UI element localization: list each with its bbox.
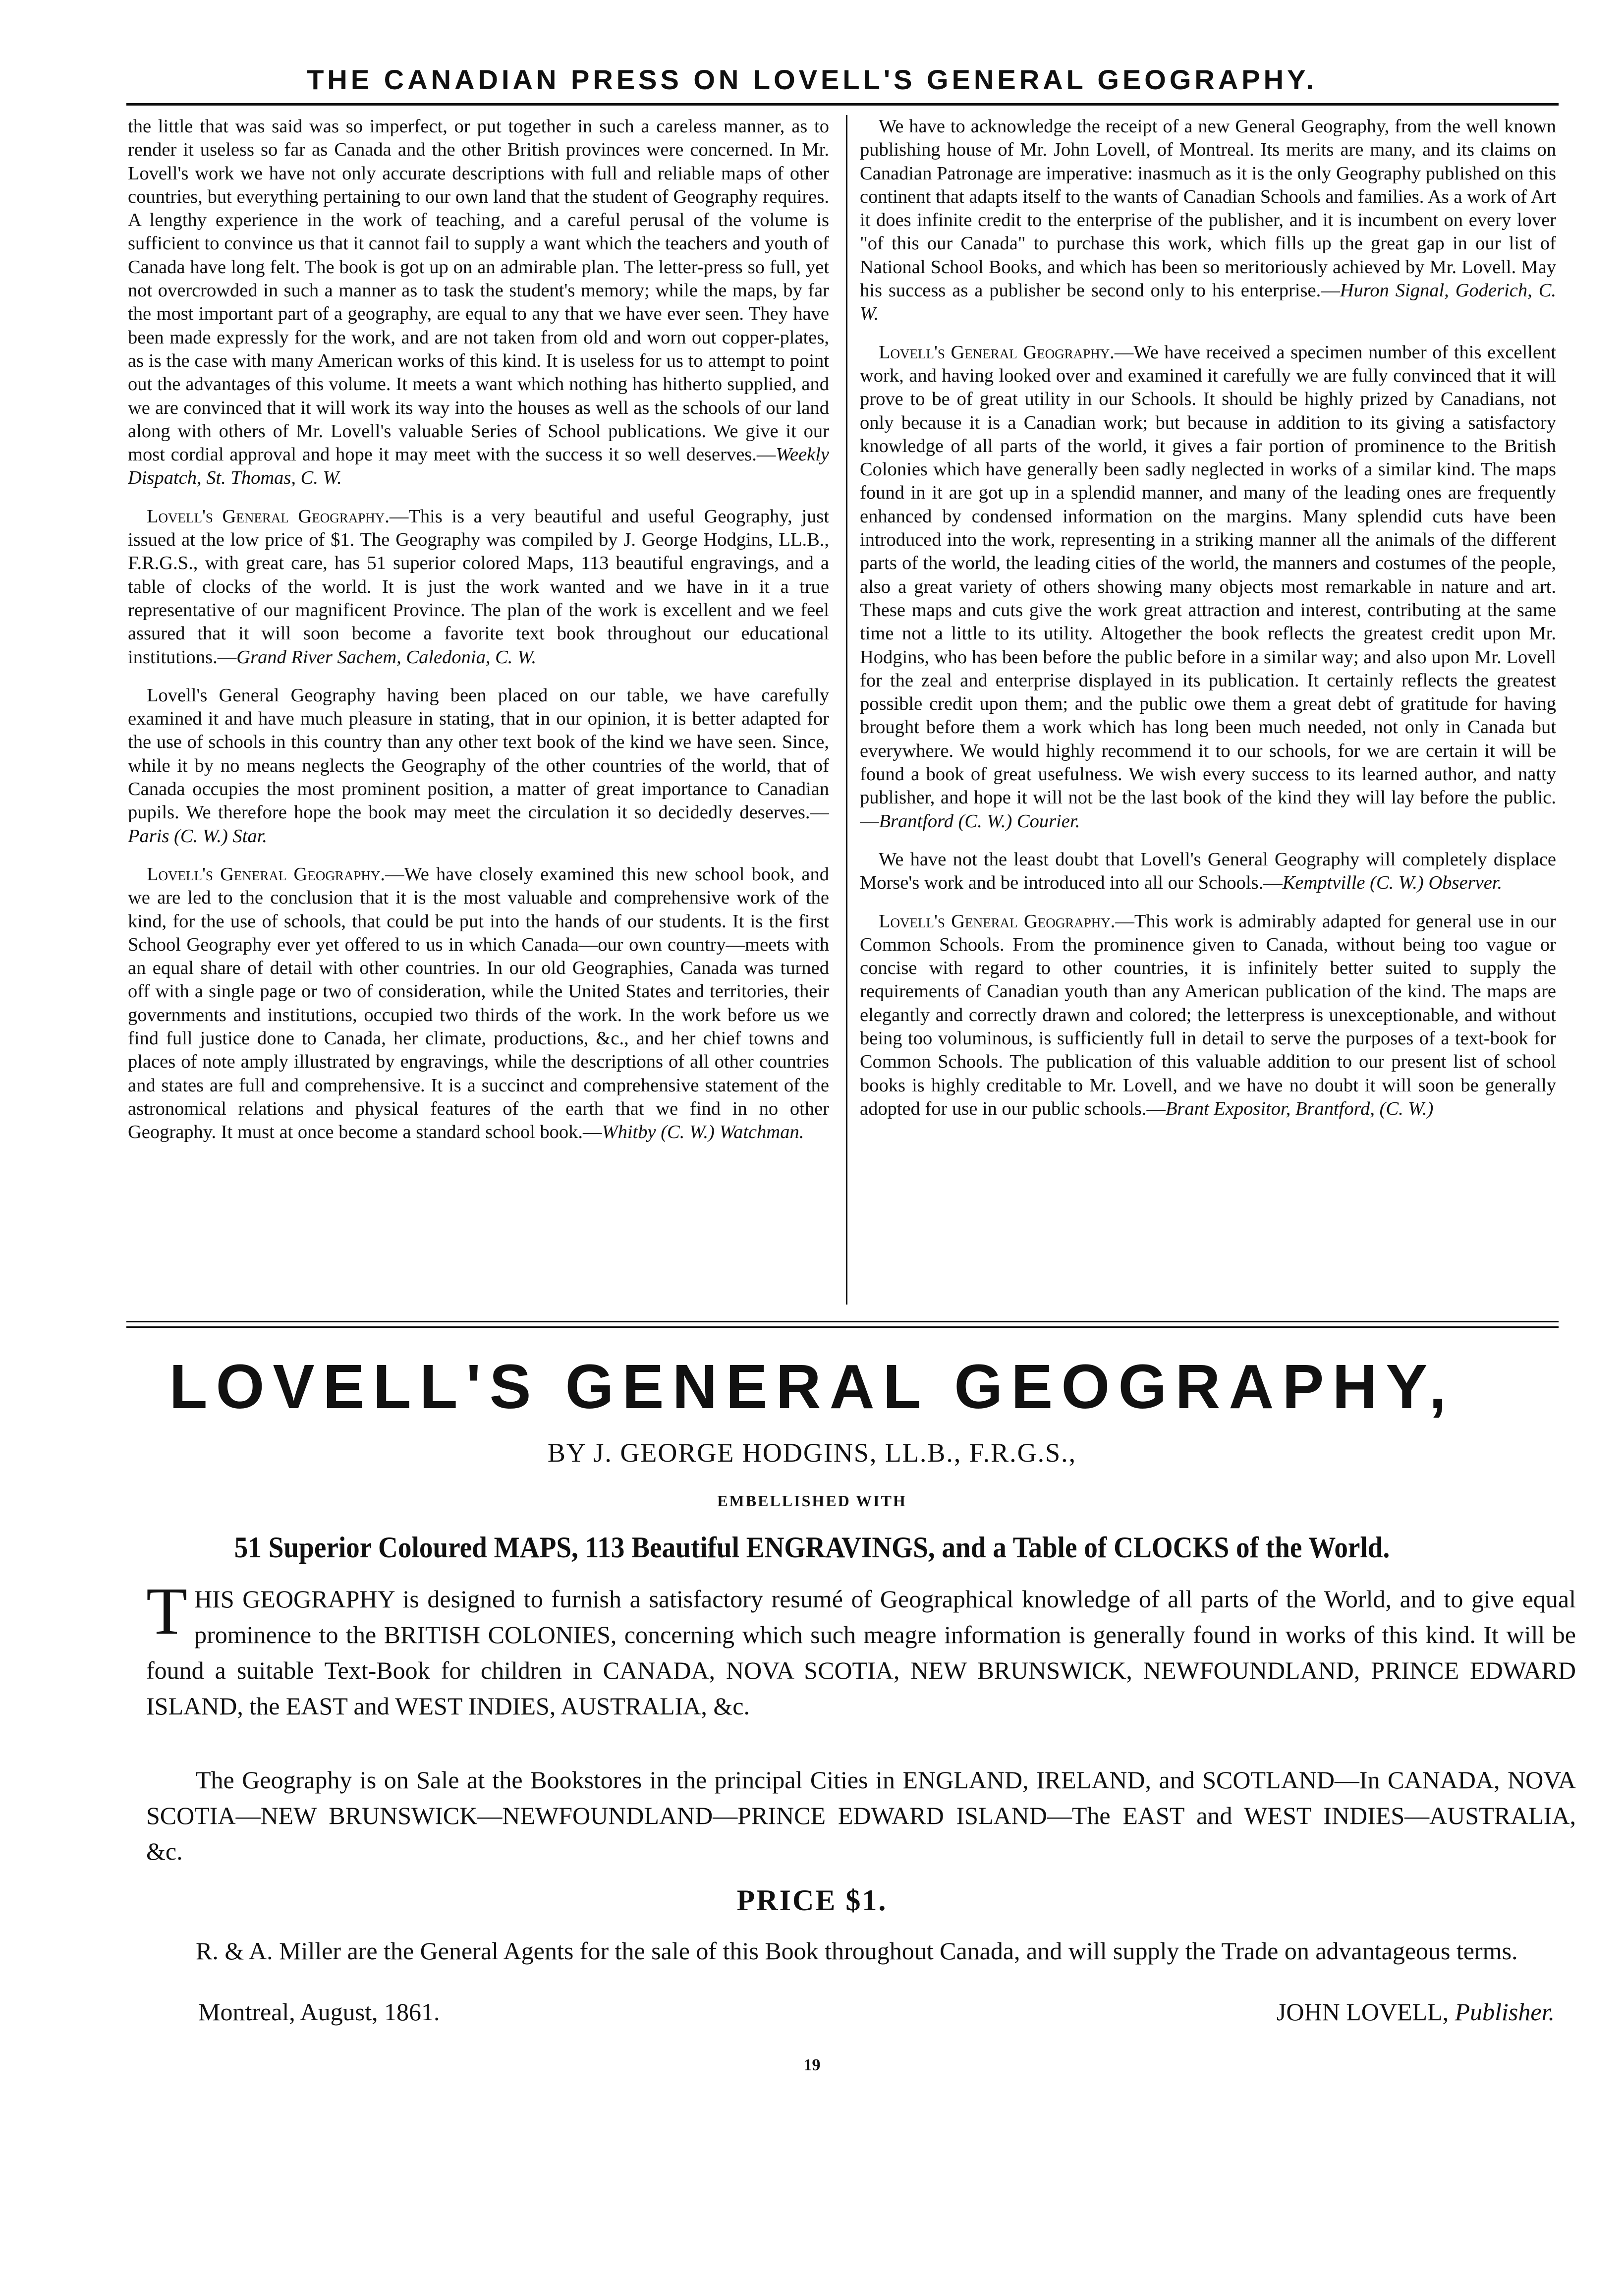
- page-number: 19: [803, 2056, 821, 2074]
- page-title: THE CANADIAN PRESS ON LOVELL'S GENERAL GEOGRAPHY.: [307, 64, 1317, 95]
- review-source: Paris (C. W.) Star.: [128, 825, 267, 847]
- publisher-title: Publisher.: [1455, 1998, 1555, 2026]
- review-text: We have to acknowledge the receipt of a new General Geography, from the well known publishing house of Mr. John Lovell, of Montreal. Its merits are many, and its claims on Canadian Patronage are imperative: inasmuch as it is the only Geography published on this continent that adapts itself to the wants of Canadian Schools and families. As a work of Art it does infinite credit to the enterprise of the publisher, and it is incumbent on every lover "of this our Canada" to purchase this work, which fills up the great gap in our list of National School Books, and which has been so meritoriously achieved by Mr. Lovell. May his success as a publisher be second only to his enterprise.—: [860, 116, 1556, 301]
- embellished-label: EMBELLISHED WITH: [717, 1492, 907, 1510]
- review-lead: Lovell's General Geography.: [147, 863, 385, 885]
- review-text: We have not the least doubt that Lovell's General Geography will completely displace Morse's work and be introduced into all our Schools.—: [860, 849, 1556, 894]
- header-rule: [126, 103, 1559, 106]
- author-byline: BY J. GEORGE HODGINS, LL.B., F.R.G.S.,: [547, 1438, 1077, 1468]
- column-divider: [846, 115, 847, 1305]
- reviews-right-column: [860, 115, 1556, 1309]
- review-lead: Lovell's General Geography.: [879, 910, 1116, 932]
- place-date: Montreal, August, 1861.: [198, 1998, 440, 2026]
- reviews-left-column: [128, 115, 829, 1309]
- sale-text: The Geography is on Sale at the Bookstores in the principal Cities in ENGLAND, IRELAND, and SCOTLAND—In CANADA, NOVA SCOTIA—NEW BRUNSWICK—NEWFOUNDLAND—PRINCE EDWARD ISLAND—The EAST and WEST INDIES—AUSTRALIA, &c.: [146, 1766, 1576, 1865]
- review-paragraph: [860, 341, 1556, 833]
- agents-paragraph: [146, 1933, 1576, 1969]
- review-paragraph: [128, 863, 829, 1144]
- review-source: Brant Expositor, Brantford, (C. W.): [1165, 1098, 1434, 1119]
- review-paragraph: [860, 848, 1556, 895]
- publisher-signature: [1277, 1997, 1555, 2026]
- review-text: —We have received a specimen number of this excellent work, and having looked over and examined it carefully we are fully convinced that it will prove to be of great utility in our Schools. It should be highly prized by Canadians, not only because it is a Canadian work; but because in addition to its giving a satisfactory knowledge of all parts of the world, it gives a fair portion of prominence to the British Colonies which have generally been sadly neglected in works of a similar kind. The maps found in it are got up in a splendid manner, and many of the leading ones are frequently enhanced by condensed information on the margins. Many splendid cuts have been introduced into the work, representing in a striking manner all the animals of the different parts of the world, the leading cities of the world, the manners and costumes of the people, also a great variety of others showing many objects most remarkable in nature and art. These maps and cuts give the work great attraction and interest, contributing at the same time not a little to its utility. Altogether the book reflects the greatest credit upon Mr. Hodgins, who has been before the public before in a similar way; and also upon Mr. Lovell for the zeal and enterprise displayed in its publication. It certainly reflects the greatest possible credit upon them; and the public owe them a great debt of gratitude for having brought before them a work which has long been much needed, not only in Canada but everywhere. We would highly recommend it to our schools, for we are certain it will be found a book of great usefulness. We wish every success to its learned author, and natty publisher, and hope it will not be the last book of the kind they will lay before the public.—: [860, 341, 1556, 832]
- review-paragraph: [128, 115, 829, 490]
- publisher-name: JOHN LOVELL,: [1276, 1998, 1449, 2026]
- sale-paragraph: [146, 1762, 1576, 1869]
- review-source: Brantford (C. W.) Courier.: [879, 810, 1080, 832]
- review-source: Huron Signal, Goderich, C. W.: [860, 280, 1556, 325]
- review-source: Grand River Sachem, Caledonia, C. W.: [236, 646, 537, 668]
- review-source: Whitby (C. W.) Watchman.: [602, 1122, 804, 1143]
- features-line: 51 Superior Coloured MAPS, 113 Beautiful ENGRAVINGS, and a Table of CLOCKS of the World.: [234, 1531, 1390, 1564]
- review-paragraph: [128, 505, 829, 669]
- review-text: —We have closely examined this new school book, and we are led to the conclusion that it is the most valuable and comprehensive work of the kind, for the use of schools, that could be put into the hands of our students. It is the first School Geography ever yet offered to us in which Canada—our own country—meets with an equal share of detail with other countries. In our old Geographies, Canada was turned off with a single page or two of consideration, while the United States and territories, their governments and institutions, occupied two thirds of the work. In the work before us we find full justice done to Canada, her climate, productions, &c., and her chief towns and places of note amply illustrated by engravings, while the descriptions of all other countries and states are full and comprehensive. It is a succinct and comprehensive statement of the astronomical relations and physical features of the earth that we find in no other Geography. It must at once become a standard school book.—: [128, 863, 829, 1143]
- review-text: the little that was said was so imperfect, or put together in such a careless manner, as to render it useless so far as Canada and the other British provinces were concerned. In Mr. Lovell's work we have not only accurate descriptions with full and reliable maps of other countries, but everything pertaining to our own land that the student of Geography requires. A lengthy experience in the work of teaching, and a careful perusal of the volume is sufficient to convince us that it cannot fail to supply a want which the teachers and youth of Canada have long felt. The book is got up on an admirable plan. The letter-press so full, yet not overcrowded in such a manner as to task the student's memory; while the maps, by far the most important part of a geography, are equal to any that we have ever seen. They have been made expressly for the work, and are not taken from old and worn out copper-plates, as is the case with many American works of this kind. It is useless for us to attempt to point out the advantages of this volume. It meets a want which nothing has hitherto supplied, and we are convinced that it will work its way into the houses as well as the schools of our land along with others of Mr. Lovell's valuable Series of School publications. We give it our most cordial approval and hope it may meet with the success it so well deserves.—: [128, 116, 829, 465]
- section-rule-bottom: [126, 1326, 1559, 1328]
- review-text: Lovell's General Geography having been placed on our table, we have carefully examined it and have much pleasure in stating, that in our opinion, it is better adapted for the use of schools in this country than any other text book of the kind we have seen. Since, while it by no means neglects the Geography of the other countries of the world, that of Canada occupies the most prominent position, a matter of great importance to Canadian pupils. We therefore hope the book may meet the circulation it so decidedly deserves.—: [128, 684, 829, 823]
- section-rule-top: [126, 1321, 1559, 1322]
- review-lead: Lovell's General Geography.: [147, 506, 390, 527]
- review-source: Weekly Dispatch, St. Thomas, C. W.: [128, 444, 829, 489]
- review-paragraph: [860, 115, 1556, 326]
- description-text: HIS GEOGRAPHY is designed to furnish a satisfactory resumé of Geographical knowledge of all parts of the World, and to give equal prominence to the BRITISH COLONIES, concerning which such meagre information is generally found in works of this kind. It will be found a suitable Text-Book for children in CANADA, NOVA SCOTIA, NEW BRUNSWICK, NEWFOUNDLAND, PRINCE EDWARD ISLAND, the EAST and WEST INDIES, AUSTRALIA, &c.: [146, 1585, 1576, 1720]
- review-text: —This work is admirably adapted for general use in our Common Schools. From the prominence given to Canada, without being too vague or concise with regard to other countries, it is infinitely better suited to supply the requirements of Canadian youth than any American publication of the kind. The maps are elegantly and correctly drawn and colored; the letterpress is unexceptionable, and without being too voluminous, is sufficiently full in detail to serve the purposes of a text-book for Common Schools. The publication of this valuable addition to our present list of school books is highly creditable to Mr. Lovell, and we have no doubt it will soon be generally adopted for use in our public schools.—: [860, 910, 1556, 1119]
- review-source: Kemptville (C. W.) Observer.: [1282, 872, 1503, 894]
- review-paragraph: [128, 684, 829, 848]
- review-lead: Lovell's General Geography.: [879, 341, 1115, 363]
- review-text: —This is a very beautiful and useful Geography, just issued at the low price of $1. The Geography was compiled by J. George Hodgins, LL.B., F.R.G.S., with great care, has 51 superior colored Maps, 113 beautiful engravings, and a table of clocks of the world. It is just the work wanted and we have in it a true representative of our magnificent Province. The plan of the work is excellent and we feel assured that it will soon become a favorite text book throughout our educational institutions.—: [128, 506, 829, 668]
- description-paragraph: [146, 1574, 1576, 1724]
- price-line: PRICE $1.: [736, 1884, 888, 1917]
- agents-text: R. & A. Miller are the General Agents for the sale of this Book throughout Canada, and will supply the Trade on advantageous terms.: [196, 1937, 1518, 1965]
- advertisement-title: LOVELL'S GENERAL GEOGRAPHY,: [169, 1352, 1455, 1422]
- review-paragraph: [860, 910, 1556, 1121]
- drop-cap: T: [146, 1574, 188, 1649]
